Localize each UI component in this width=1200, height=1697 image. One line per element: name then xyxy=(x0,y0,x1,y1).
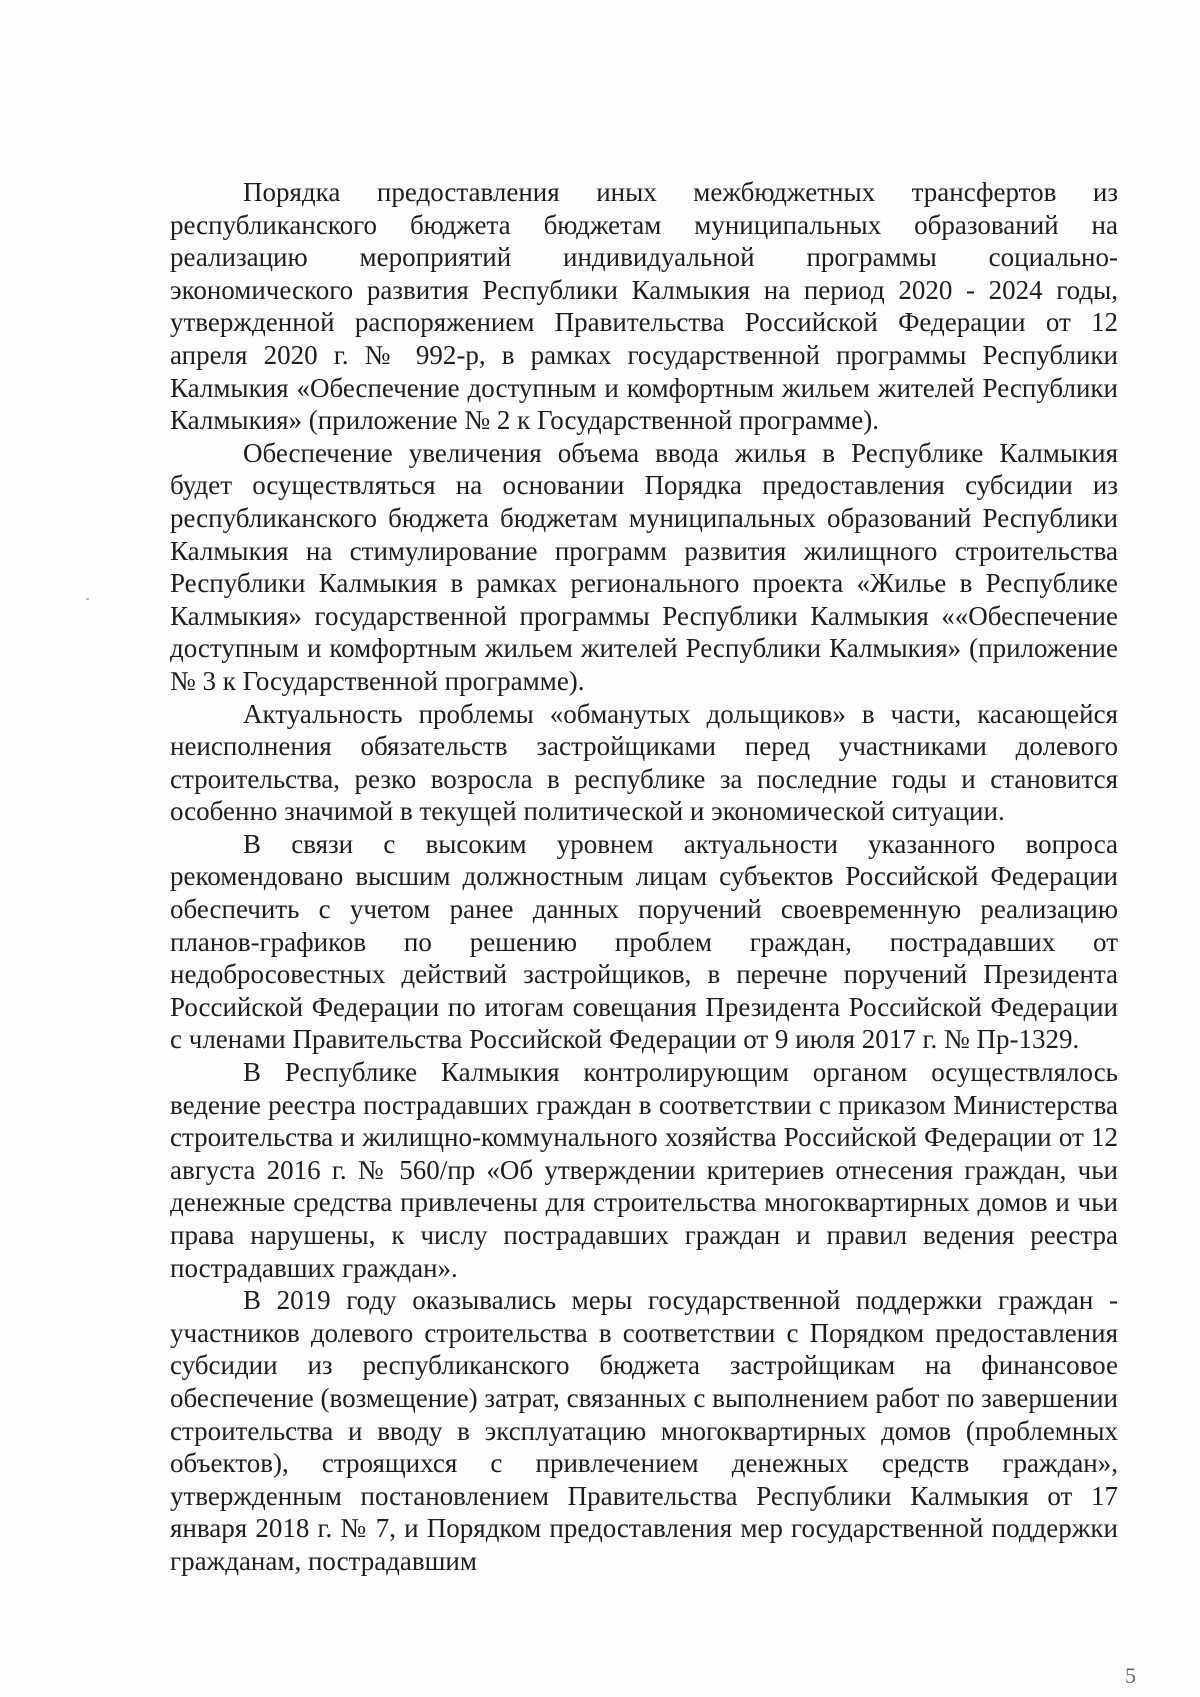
paragraph-3: Актуальность проблемы «обманутых дольщиков» в части, касающейся неисполнения обязательств застройщиками перед участниками долевого строительства, резко возросла в республике за последние годы и становится особенно значимой в текущей политической и экономической ситуации. xyxy=(170,698,1118,827)
paragraph-6: В 2019 году оказывались меры государственной поддержки граждан - участников долевого строительства в соответствии с Порядком предоставления субсидии из республиканского бюджета застройщикам на финансовое обеспечение (возмещение) затрат, связанных с выполнением работ по завершении строительства и вводу в эксплуатацию многоквартирных домов (проблемных объектов), строящихся с привлечением денежных средств граждан», утвержденным постановлением Правительства Республики Калмыкия от 17 января 2018 г. № 7, и Порядком предоставления мер государственной поддержки гражданам, пострадавшим xyxy=(170,1285,1118,1576)
scan-speck xyxy=(86,598,89,600)
paragraph-1: Порядка предоставления иных межбюджетных трансфертов из республиканского бюджета бюджетам муниципальных образований на реализацию мероприятий индивидуальной программы социально-экономического развития Республики Калмыкия на период 2020 - 2024 годы, утвержденной распоряжением Правительства Российской Федерации от 12 апреля 2020 г. № 992-р, в рамках государственной программы Республики Калмыкия «Обеспечение доступным и комфортным жильем жителей Республики Калмыкия» (приложение № 2 к Государственной программе). xyxy=(170,177,1118,436)
paragraph-2: Обеспечение увеличения объема ввода жилья в Республике Калмыкия будет осуществляться на основании Порядка предоставления субсидии из республиканского бюджета бюджетам муниципальных образований Республики Калмыкия на стимулирование программ развития жилищного строительства Республики Калмыкия в рамках регионального проекта «Жилье в Республике Калмыкия» государственной программы Республики Калмыкия ««Обеспечение доступным и комфортным жильем жителей Республики Калмыкия» (приложение № 3 к Государственной программе). xyxy=(170,437,1118,696)
paragraph-4: В связи с высоким уровнем актуальности указанного вопроса рекомендовано высшим должностным лицам субъектов Российской Федерации обеспечить с учетом ранее данных поручений своевременную реализацию планов-графиков по решению проблем граждан, пострадавших от недобросовестных действий застройщиков, в перечне поручений Президента Российской Федерации по итогам совещания Президента Российской Федерации с членами Правительства Российской Федерации от 9 июля 2017 г. № Пр-1329. xyxy=(170,828,1118,1055)
paragraph-5: В Республике Калмыкия контролирующим органом осуществлялось ведение реестра пострадавших граждан в соответствии с приказом Министерства строительства и жилищно-коммунального хозяйства Российской Федерации от 12 августа 2016 г. № 560/пр «Об утверждении критериев отнесения граждан, чьи денежные средства привлечены для строительства многоквартирных домов и чьи права нарушены, к числу пострадавших граждан и правил ведения реестра пострадавших граждан». xyxy=(170,1057,1118,1283)
document-body xyxy=(170,176,1118,1578)
page-number: 5 xyxy=(1125,1663,1136,1688)
